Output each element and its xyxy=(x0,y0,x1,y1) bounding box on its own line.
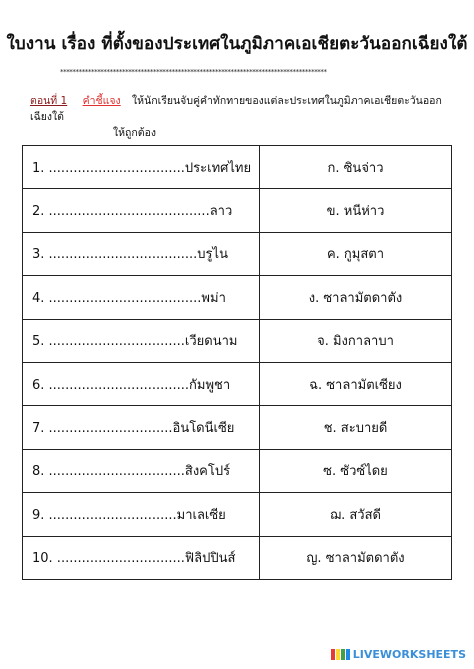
country-answer-field[interactable]: 6. ..................................กัมพูชา xyxy=(23,362,260,405)
matching-table xyxy=(22,145,452,580)
greeting-option: ญ. ซาลามัตดาตัง xyxy=(260,536,452,579)
table-row xyxy=(23,189,452,232)
instruction-part-label: ตอนที่ 1 xyxy=(30,95,68,107)
table-row xyxy=(23,232,452,275)
brand-name: LIVEWORKSHEETS xyxy=(352,647,466,661)
worksheet-title: ใบงาน เรื่อง ที่ตั้งของประเทศในภูมิภาคเอเชียตะวันออกเฉียงใต้ xyxy=(6,34,468,54)
country-answer-field[interactable]: 5. .................................เวียดนาม xyxy=(23,319,260,362)
greeting-option: ค. กูมุสตา xyxy=(260,232,452,275)
greeting-option: ฌ. สวัสดี xyxy=(260,493,452,536)
table-row xyxy=(23,146,452,189)
country-answer-field[interactable]: 1. .................................ประเทศไทย xyxy=(23,146,260,189)
greeting-option: ช. สะบายดี xyxy=(260,406,452,449)
greeting-option: ก. ซินจ่าว xyxy=(260,146,452,189)
instruction-keyword: คำชี้แจง xyxy=(82,95,121,107)
table-row xyxy=(23,276,452,319)
country-answer-field[interactable]: 7. ..............................อินโดนีเซีย xyxy=(23,406,260,449)
instruction xyxy=(30,93,460,141)
table-row xyxy=(23,362,452,405)
greeting-option: ฉ. ซาลามัตเซียง xyxy=(260,362,452,405)
table-row xyxy=(23,449,452,492)
country-answer-field[interactable]: 10. ...............................ฟิลิปปินส์ xyxy=(23,536,260,579)
greeting-option: ข. หนีห่าว xyxy=(260,189,452,232)
table-row xyxy=(23,406,452,449)
star-separator: ************************************************************************************** xyxy=(60,68,327,76)
greeting-option: ซ. ซัวซ์ไดย xyxy=(260,449,452,492)
table-row xyxy=(23,536,452,579)
greeting-option: จ. มิงกาลาบา xyxy=(260,319,452,362)
table-row xyxy=(23,319,452,362)
country-answer-field[interactable]: 9. ...............................มาเลเซีย xyxy=(23,493,260,536)
table-row xyxy=(23,493,452,536)
country-answer-field[interactable]: 4. .....................................พม่า xyxy=(23,276,260,319)
country-answer-field[interactable]: 2. .......................................ลาว xyxy=(23,189,260,232)
greeting-option: ง. ซาลามัตดาตัง xyxy=(260,276,452,319)
liveworksheets-logo-icon xyxy=(331,649,350,660)
liveworksheets-brand[interactable] xyxy=(331,645,466,663)
country-answer-field[interactable]: 8. .................................สิงคโปร์ xyxy=(23,449,260,492)
country-answer-field[interactable]: 3. ....................................บรูไน xyxy=(23,232,260,275)
instruction-text-line1: ให้นักเรียนจับคู่คำทักทายของแต่ละประเทศในภูมิภาคเอเชียตะวันออกเฉียงใต้ xyxy=(30,95,442,123)
instruction-text-line2: ให้ถูกต้อง xyxy=(113,127,157,139)
